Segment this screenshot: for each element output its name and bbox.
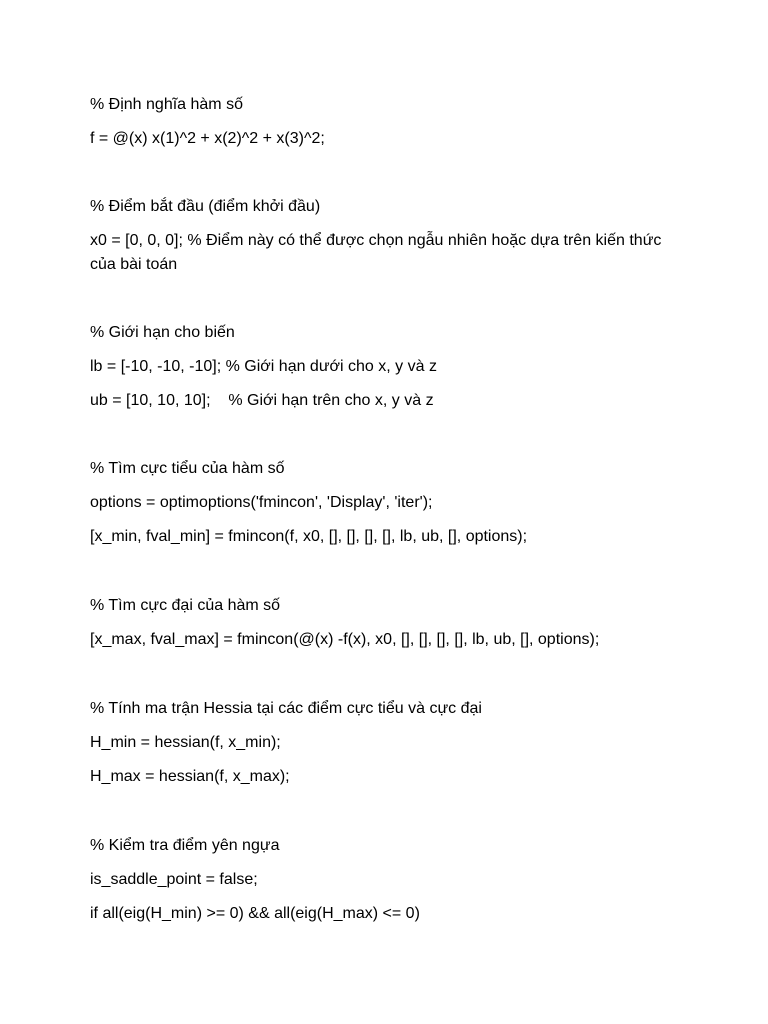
comment-find-minimum: % Tìm cực tiểu của hàm số	[90, 460, 285, 477]
code-function-definition: f = @(x) x(1)^2 + x(2)^2 + x(3)^2;	[90, 130, 325, 147]
comment-define-function: % Định nghĩa hàm số	[90, 96, 243, 113]
code-lower-bound: lb = [-10, -10, -10]; % Giới hạn dưới cho x, y và z	[90, 358, 437, 375]
code-if-condition: if all(eig(H_min) >= 0) && all(eig(H_max) <= 0)	[90, 905, 420, 922]
code-initial-point: x0 = [0, 0, 0]; % Điểm này có thể được chọn ngẫu nhiên hoặc dựa trên kiến thức của bài toán	[90, 232, 666, 273]
comment-start-point: % Điểm bắt đầu (điểm khởi đầu)	[90, 198, 321, 215]
code-fmincon-max: [x_max, fval_max] = fmincon(@(x) -f(x), x0, [], [], [], [], lb, ub, [], options);	[90, 631, 600, 648]
comment-bounds: % Giới hạn cho biến	[90, 324, 235, 341]
code-fmincon-min: [x_min, fval_min] = fmincon(f, x0, [], [], [], [], lb, ub, [], options);	[90, 528, 528, 545]
comment-find-maximum: % Tìm cực đại của hàm số	[90, 597, 281, 614]
code-hessian-max: H_max = hessian(f, x_max);	[90, 768, 290, 785]
code-upper-bound: ub = [10, 10, 10]; % Giới hạn trên cho x, y và z	[90, 392, 434, 409]
code-hessian-min: H_min = hessian(f, x_min);	[90, 734, 281, 751]
comment-saddle-check: % Kiểm tra điểm yên ngựa	[90, 837, 280, 854]
comment-hessian: % Tính ma trận Hessia tại các điểm cực tiểu và cực đại	[90, 700, 482, 717]
code-options: options = optimoptions('fmincon', 'Display', 'iter');	[90, 494, 433, 511]
code-saddle-flag: is_saddle_point = false;	[90, 871, 258, 888]
